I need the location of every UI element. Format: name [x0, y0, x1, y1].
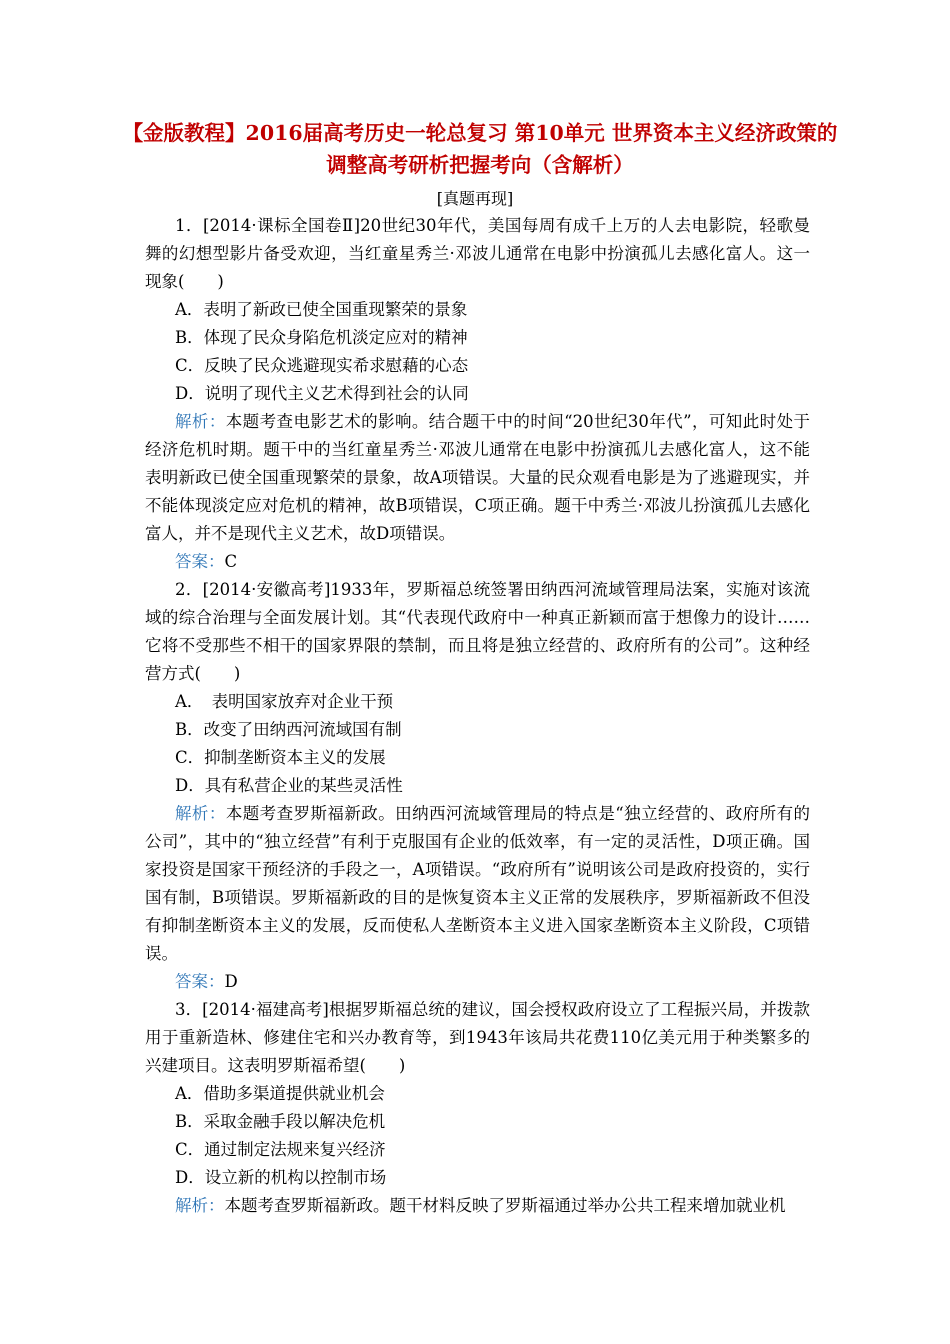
question-stem: 3．[2014·福建高考]根据罗斯福总统的建议，国会授权政府设立了工程振兴局，并拨款用于重新造林、修建住宅和兴办教育等，到1943年该局共花费110亿美元用于种类繁多的兴建项目。这表明罗斯福希望( ) — [145, 1000, 810, 1075]
answer — [145, 968, 810, 996]
option-c: C．抑制垄断资本主义的发展 — [175, 748, 386, 767]
option-d: D．设立新的机构以控制市场 — [175, 1168, 387, 1187]
option-a: A． 表明国家放弃对企业干预 — [175, 692, 394, 711]
question-stem: 2．[2014·安徽高考]1933年，罗斯福总统签署田纳西河流域管理局法案，实施对该流域的综合治理与全面发展计划。其“代表现代政府中一种真正新颖而富于想像力的设计……它将不受那些不相干的国家界限的禁制，而且将是独立经营的、政府所有的公司”。这种经营方式( ) — [145, 580, 810, 683]
option-b: B．采取金融手段以解决危机 — [175, 1112, 386, 1131]
option-b: B．体现了民众身陷危机淡定应对的精神 — [175, 328, 468, 347]
analysis-label: 解析： — [175, 412, 226, 431]
analysis-label: 解析： — [175, 1196, 225, 1215]
option-c: C．反映了民众逃避现实希求慰藉的心态 — [175, 356, 469, 375]
answer-value: C — [224, 552, 238, 571]
question-1 — [145, 212, 810, 576]
answer-value: D — [224, 972, 238, 991]
analysis-text: 本题考查罗斯福新政。题干材料反映了罗斯福通过举办公共工程来增加就业机 — [224, 1196, 786, 1215]
answer — [145, 548, 810, 576]
answer-label: 答案： — [175, 552, 225, 571]
option-b: B．改变了田纳西河流域国有制 — [175, 720, 402, 739]
option-c: C．通过制定法规来复兴经济 — [175, 1140, 386, 1159]
analysis-text: 本题考查电影艺术的影响。结合题干中的时间“20世纪30年代”，可知此时处于经济危机时期。题干中的当红童星秀兰·邓波儿通常在电影中扮演孤儿去感化富人，这不能表明新政已使全国重现繁荣的景象，故A项错误。大量的民众观看电影是为了逃避现实，并不能体现淡定应对危机的精神，故B项错误，C项正确。题干中秀兰·邓波儿扮演孤儿去感化富人，并不是现代主义艺术，故D项错误。 — [145, 412, 810, 543]
analysis — [145, 1192, 810, 1220]
option-d: D．说明了现代主义艺术得到社会的认同 — [175, 384, 469, 403]
document-body — [145, 212, 810, 1220]
document-title: 【金版教程】2016届高考历史一轮总复习 第10单元 世界资本主义经济政策的调整高考研析把握考向（含解析） — [122, 121, 838, 177]
option-d: D．具有私营企业的某些灵活性 — [175, 776, 403, 795]
option-a: A．借助多渠道提供就业机会 — [175, 1084, 385, 1103]
analysis-label: 解析： — [175, 804, 226, 823]
question-2 — [145, 576, 810, 996]
section-heading: [真题再现] — [436, 189, 514, 208]
analysis-text: 本题考查罗斯福新政。田纳西河流域管理局的特点是“独立经营的、政府所有的公司”，其中的“独立经营”有利于克服国有企业的低效率，有一定的灵活性，D项正确。国家投资是国家干预经济的手段之一，A项错误。“政府所有”说明该公司是政府投资的，实行国有制，B项错误。罗斯福新政的目的是恢复资本主义正常的发展秩序，罗斯福新政不但没有抑制垄断资本主义的发展，反而使私人垄断资本主义进入国家垄断资本主义阶段，C项错误。 — [145, 804, 811, 963]
analysis — [145, 408, 810, 548]
question-3 — [145, 996, 810, 1220]
analysis — [145, 800, 810, 968]
option-a: A．表明了新政已使全国重现繁荣的景象 — [175, 300, 468, 319]
answer-label: 答案： — [175, 972, 225, 991]
question-stem: 1．[2014·课标全国卷Ⅱ]20世纪30年代，美国每周有成千上万的人去电影院，轻歌曼舞的幻想型影片备受欢迎，当红童星秀兰·邓波儿通常在电影中扮演孤儿去感化富人。这一现象( ) — [145, 216, 810, 291]
